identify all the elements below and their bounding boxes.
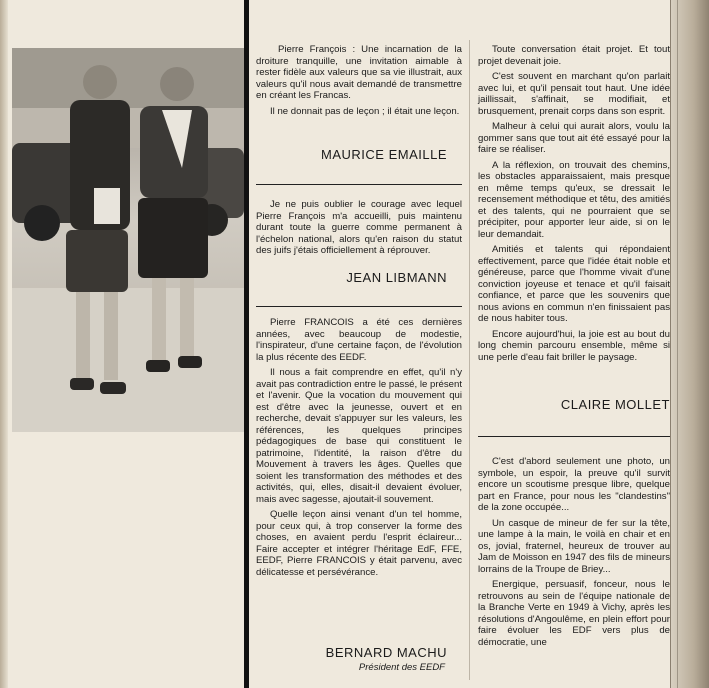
photo-two-scouts (12, 48, 244, 432)
tribute-mollet-text (478, 44, 670, 367)
paragraph: Un casque de mineur de fer sur la tête, une lampe à la main, le voilà en chair et en os, jovial, fraternel, heureux de trouver au Jam de Moisson en 1947 des fils de mineurs lorrains de la Troupe de Briey... (478, 517, 670, 575)
paragraph: Encore aujourd'hui, la joie est au bout du long chemin parcouru ensemble, même si une perle d'eau fait briller le paysage. (478, 328, 670, 363)
signature-jean-libmann: JEAN LIBMANN (346, 270, 447, 285)
paragraph: Toute conversation était projet. Et tout projet devenait joie. (478, 44, 670, 67)
paragraph: Quelle leçon ainsi venant d'un tel homme, pour ceux qui, à trop conserver la forme des choses, en avaient perdu l'esprit éclaireur... Faire accepter et intégrer l'héritage EdF, FFE, EEDF, Pierre FRANCOIS y était parvenu, avec délicatesse et persévérance. (256, 509, 462, 578)
separator (478, 436, 670, 437)
separator (256, 306, 462, 307)
paragraph: Malheur à celui qui aurait alors, voulu la gommer sans que tout ait été essayé pour la faire se réaliser. (478, 121, 670, 155)
paragraph: Amitiés et talents qui répondaient effectivement, parce que l'idée était noble et généreuse, parce que l'homme vivait d'une conviction joyeuse et tenace et qu'il faisait confiance, et parce que les souvenirs que nous avions en commun n'en finissaient pas de nous habiter tous. (478, 244, 670, 324)
signature-maurice-emaille: MAURICE EMAILLE (321, 147, 447, 162)
tribute-libmann-text (256, 199, 462, 261)
paragraph: Pierre François : Une incarnation de la droiture tranquille, une invitation aimable à rester fidèle aux valeurs que sa vie illustrait, aux valeurs qu'il nous avait demandé de transmettre en créant les Francas. (256, 44, 462, 101)
paragraph: Pierre FRANCOIS a été ces dernières années, avec beaucoup de modestie, l'inspirateur, d'une certaine façon, de l'évolution la plus récente des EEDF. (256, 317, 462, 363)
tribute-anonymous-text (478, 456, 670, 652)
signature-claire-mollet: CLAIRE MOLLET (560, 397, 670, 412)
paragraph: A la réflexion, on trouvait des chemins, les obstacles apparaissaient, mais presque en même temps qu'eux, se dressait le recensement méthodique et têtu, des amitiés et des talents, qui ne pourraient que se précipiter, pour apporter leur aide, si on le leur demandait. (478, 159, 670, 240)
signature-role: Président des EEDF (358, 662, 445, 673)
tribute-machu-text (256, 317, 462, 582)
paragraph: C'est d'abord seulement une photo, un symbole, un espoir, la preuve qu'il survit encore un scoutisme presque libre, quelque part en France, pour nous les "clandestins" de la zone occupée... (478, 456, 670, 513)
paragraph: C'est souvent en marchant qu'on parlait avec lui, et qu'il pensait tout haut. Une idée jaillissait, s'affinait, se modifiait, et brusquement, prenait corps dans son esprit. (478, 71, 670, 117)
paragraph: Il nous a fait comprendre en effet, qu'il n'y avait pas contradiction entre le passé, le présent et l'avenir. Que la vocation du mouvement qui est d'être avec la jeunesse, ouvert et en recherche, devait s'appuyer sur les valeurs, les références, les quelques principes pédagogiques de base qui constituent le patrimoine, l'identité, la raison d'être du Mouvement à travers les âges. Quelles que soient les transformation des méthodes et des activités, qui, elles, disait-il devaient évoluer, mais avec sagesse, ajoutait-il souvement. (256, 367, 462, 505)
signature-bernard-machu: BERNARD MACHU (325, 645, 447, 660)
vertical-rule (244, 0, 249, 688)
separator (256, 184, 462, 185)
next-page-edge (670, 0, 709, 688)
photo-illustration (12, 48, 244, 432)
binding-shadow (0, 0, 8, 688)
tribute-emaille-text (256, 44, 462, 121)
paragraph: Energique, persuasif, fonceur, nous le retrouvons au sein de l'équipe nationale de la Branche Verte en 1949 à Vichy, après les résolutions d'Angoulême, en plein effort pour faire évoluer les EDF vers plus de démocratie, une (478, 579, 670, 648)
paragraph: Je ne puis oublier le courage avec lequel Pierre François m'a accueilli, puis maintenu durant toute la guerre comme permanent à l'échelon national, alors qu'en raison du statut des juifs j'étais officiellement à réprouver. (256, 199, 462, 256)
paragraph: Il ne donnait pas de leçon ; il était une leçon. (270, 105, 460, 117)
column-divider (469, 40, 470, 680)
